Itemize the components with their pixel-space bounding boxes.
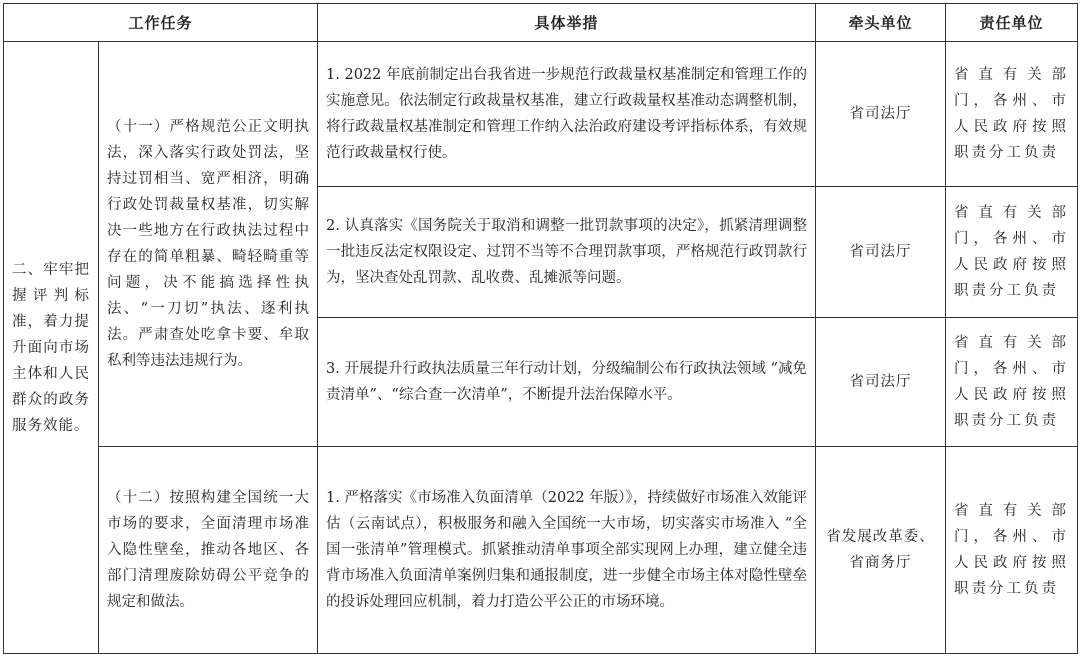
responsible-unit-12-1: 省直有关部门，各州、市人民政府按照职责分工负责 bbox=[946, 446, 1078, 653]
main-task-cell: 二、牢牢把握评判标准，着力提升面向市场主体和人民群众的政务服务效能。 bbox=[4, 42, 99, 654]
work-task-table bbox=[3, 3, 1078, 654]
measure-11-3: 3. 开展提升行政执法质量三年行动计划，分级编制公布行政执法领域 “减免责清单”、“综合查一次清单”，不断提升法治保障水平。 bbox=[318, 318, 816, 446]
lead-unit-11-3: 省司法厅 bbox=[816, 318, 946, 446]
measure-11-1: 1. 2022 年底前制定出台我省进一步规范行政裁量权基准制定和管理工作的实施意见。依法制定行政裁量权基准，建立行政裁量权基准动态调整机制，将行政裁量权基准制定和管理工作纳入法治政府建设考评指标体系，有效规范行政裁量权行使。 bbox=[318, 42, 816, 187]
header-lead-unit: 牵头单位 bbox=[816, 4, 946, 42]
header-task: 工作任务 bbox=[4, 4, 318, 42]
table-header-row bbox=[4, 4, 1078, 42]
table-row bbox=[4, 446, 1078, 653]
responsible-unit-11-2: 省直有关部门，各州、市人民政府按照职责分工负责 bbox=[946, 187, 1078, 318]
header-responsible-unit: 责任单位 bbox=[946, 4, 1078, 42]
subtask-11-cell: （十一）严格规范公正文明执法，深入落实行政处罚法，坚持过罚相当、宽严相济，明确行政处罚裁量权基准，切实解决一些地方在行政执法过程中存在的简单粗暴、畸轻畸重等问题，决不能搞选择性执法、“一刀切”执法、逐利执法。严肃查处吃拿卡要、牟取私利等违法违规行为。 bbox=[99, 42, 318, 447]
measure-11-2: 2. 认真落实《国务院关于取消和调整一批罚款事项的决定》，抓紧清理调整一批违反法定权限设定、过罚不当等不合理罚款事项，严格规范行政罚款行为，坚决查处乱罚款、乱收费、乱摊派等问题。 bbox=[318, 187, 816, 318]
table-row bbox=[4, 42, 1078, 187]
lead-unit-11-2: 省司法厅 bbox=[816, 187, 946, 318]
subtask-12-cell: （十二）按照构建全国统一大市场的要求，全面清理市场准入隐性壁垒，推动各地区、各部门清理废除妨碍公平竞争的规定和做法。 bbox=[99, 446, 318, 653]
measure-12-1: 1. 严格落实《市场准入负面清单（2022 年版）》，持续做好市场准入效能评估（云南试点），积极服务和融入全国统一大市场，切实落实市场准入 “全国一张清单”管理模式。抓紧推动清单事项全部实现网上办理，建立健全违背市场准入负面清单案例归集和通报制度，进一步健全市场主体对隐性壁垒的投诉处理回应机制，着力打造公平公正的市场环境。 bbox=[318, 446, 816, 653]
responsible-unit-11-1: 省直有关部门，各州、市人民政府按照职责分工负责 bbox=[946, 42, 1078, 187]
responsible-unit-11-3: 省直有关部门，各州、市人民政府按照职责分工负责 bbox=[946, 318, 1078, 446]
lead-unit-12-1: 省发展改革委、省商务厅 bbox=[816, 446, 946, 653]
header-measures: 具体举措 bbox=[318, 4, 816, 42]
lead-unit-11-1: 省司法厅 bbox=[816, 42, 946, 187]
